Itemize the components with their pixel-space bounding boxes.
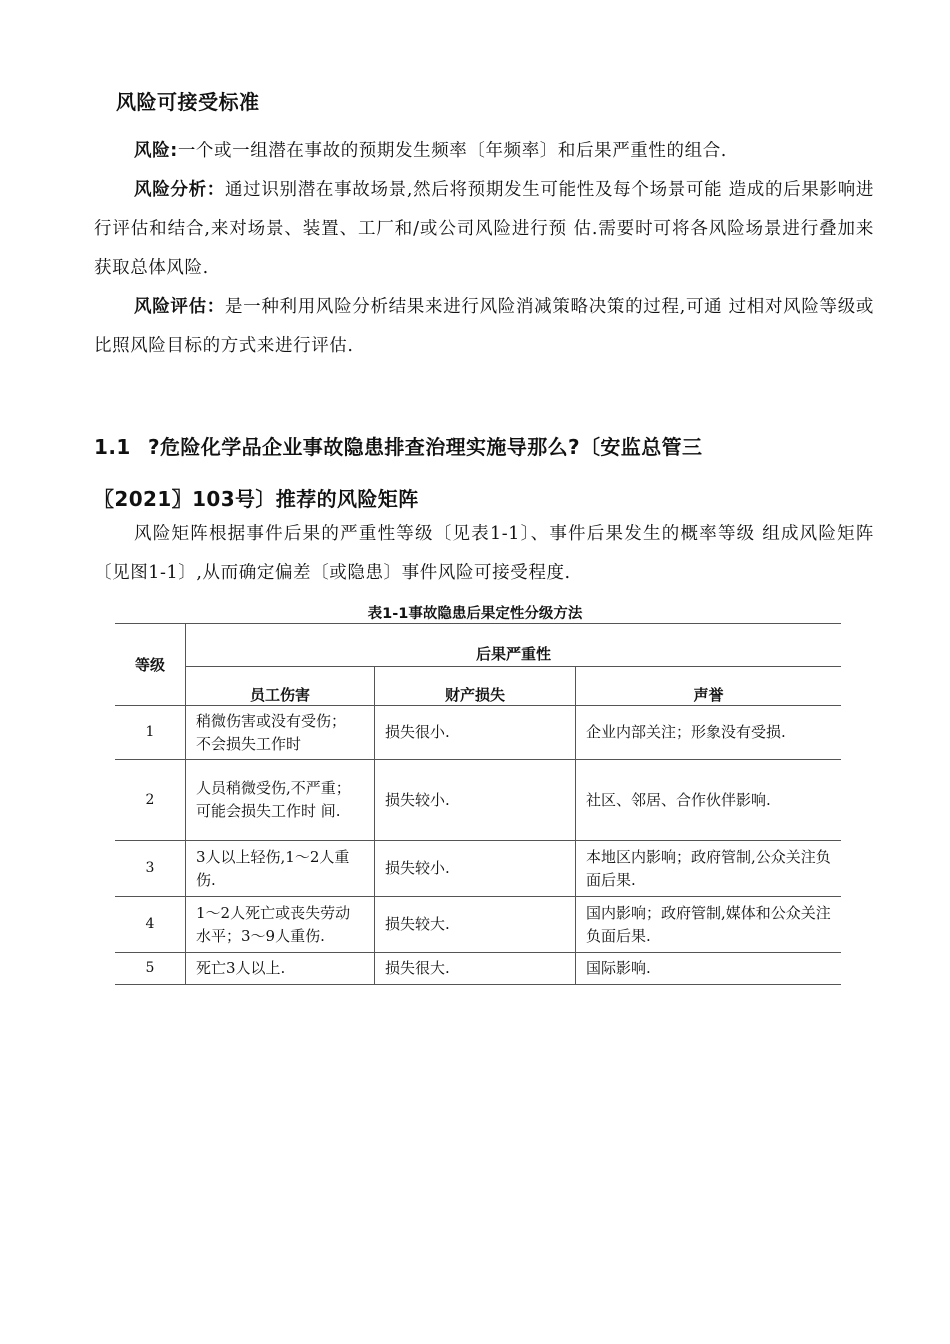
severity-table [115,623,841,985]
section-heading-1-1 [94,421,894,525]
cell-reputation: 国内影响；政府管制,媒体和公众关注负面后果. [576,897,842,953]
risk-definition-paragraph [94,132,874,171]
cell-property-loss: 损失较小. [375,841,576,897]
cell-property-loss: 损失很大. [375,953,576,985]
table-subheader-row [115,667,841,706]
table-row [115,760,841,841]
cell-reputation: 社区、邻居、合作伙伴影响. [576,760,842,841]
header-level: 等级 [115,624,186,706]
cell-employee-injury: 人员稍微受伤,不严重；可能会损失工作时 间. [186,760,375,841]
header-property-loss: 财产损失 [375,667,576,706]
risk-assessment-term: 风险评估： [134,297,225,317]
cell-level: 3 [115,841,186,897]
cell-property-loss: 损失较大. [375,897,576,953]
risk-definition-text: 一个或一组潜在事故的预期发生频率〔年频率〕和后果严重性的组合. [177,141,727,161]
cell-reputation: 本地区内影响；政府管制,公众关注负面后果. [576,841,842,897]
section-heading-risk-criteria: 风险可接受标准 [116,90,260,114]
risk-assessment-text: 是一种利用风险分析结果来进行风险消减策略决策的过程,可通 过相对风险等级或比照风险目标的方式来进行评估. [94,297,874,356]
section-title-line1: ?危险化学品企业事故隐患排查治理实施导那么?〔安监总管三 [148,435,703,459]
cell-employee-injury: 1〜2人死亡或丧失劳动水平；3〜9人重伤. [186,897,375,953]
table-row [115,953,841,985]
header-employee-injury: 员工伤害 [186,667,375,706]
cell-property-loss: 损失很小. [375,706,576,760]
cell-level: 4 [115,897,186,953]
header-reputation: 声誉 [576,667,842,706]
section-title-line2: 〖2021〗103号〕推荐的风险矩阵 [94,487,419,511]
risk-assessment-paragraph [94,288,874,366]
cell-level: 1 [115,706,186,760]
risk-term: 风险: [134,141,178,161]
risk-matrix-paragraph: 风险矩阵根据事件后果的严重性等级〔见表1-1〕、事件后果发生的概率等级 组成风险矩阵〔见图1-1〕,从而确定偏差〔或隐患〕事件风险可接受程度. [94,524,874,583]
header-consequence-severity: 后果严重性 [186,624,842,667]
table-header-row [115,624,841,667]
risk-analysis-term: 风险分析： [134,180,225,200]
cell-level: 2 [115,760,186,841]
section-number: 1.1 [94,435,131,459]
table-row [115,841,841,897]
table-row [115,897,841,953]
table-row [115,706,841,760]
cell-level: 5 [115,953,186,985]
cell-property-loss: 损失较小. [375,760,576,841]
risk-analysis-paragraph [94,171,874,288]
table-caption: 表1-1事故隐患后果定性分级方法 [367,606,583,622]
cell-employee-injury: 死亡3人以上. [186,953,375,985]
cell-employee-injury: 3人以上轻伤,1〜2人重伤. [186,841,375,897]
cell-reputation: 企业内部关注；形象没有受损. [576,706,842,760]
cell-employee-injury: 稍微伤害或没有受伤； 不会损失工作时 [186,706,375,760]
risk-analysis-text: 通过识别潜在事故场景,然后将预期发生可能性及每个场景可能 造成的后果影响进行评估和结合,来对场景、装置、工厂和/或公司风险进行预 估.需要时可将各风险场景进行叠加来获取总体风险. [94,180,874,278]
cell-reputation: 国际影响. [576,953,842,985]
